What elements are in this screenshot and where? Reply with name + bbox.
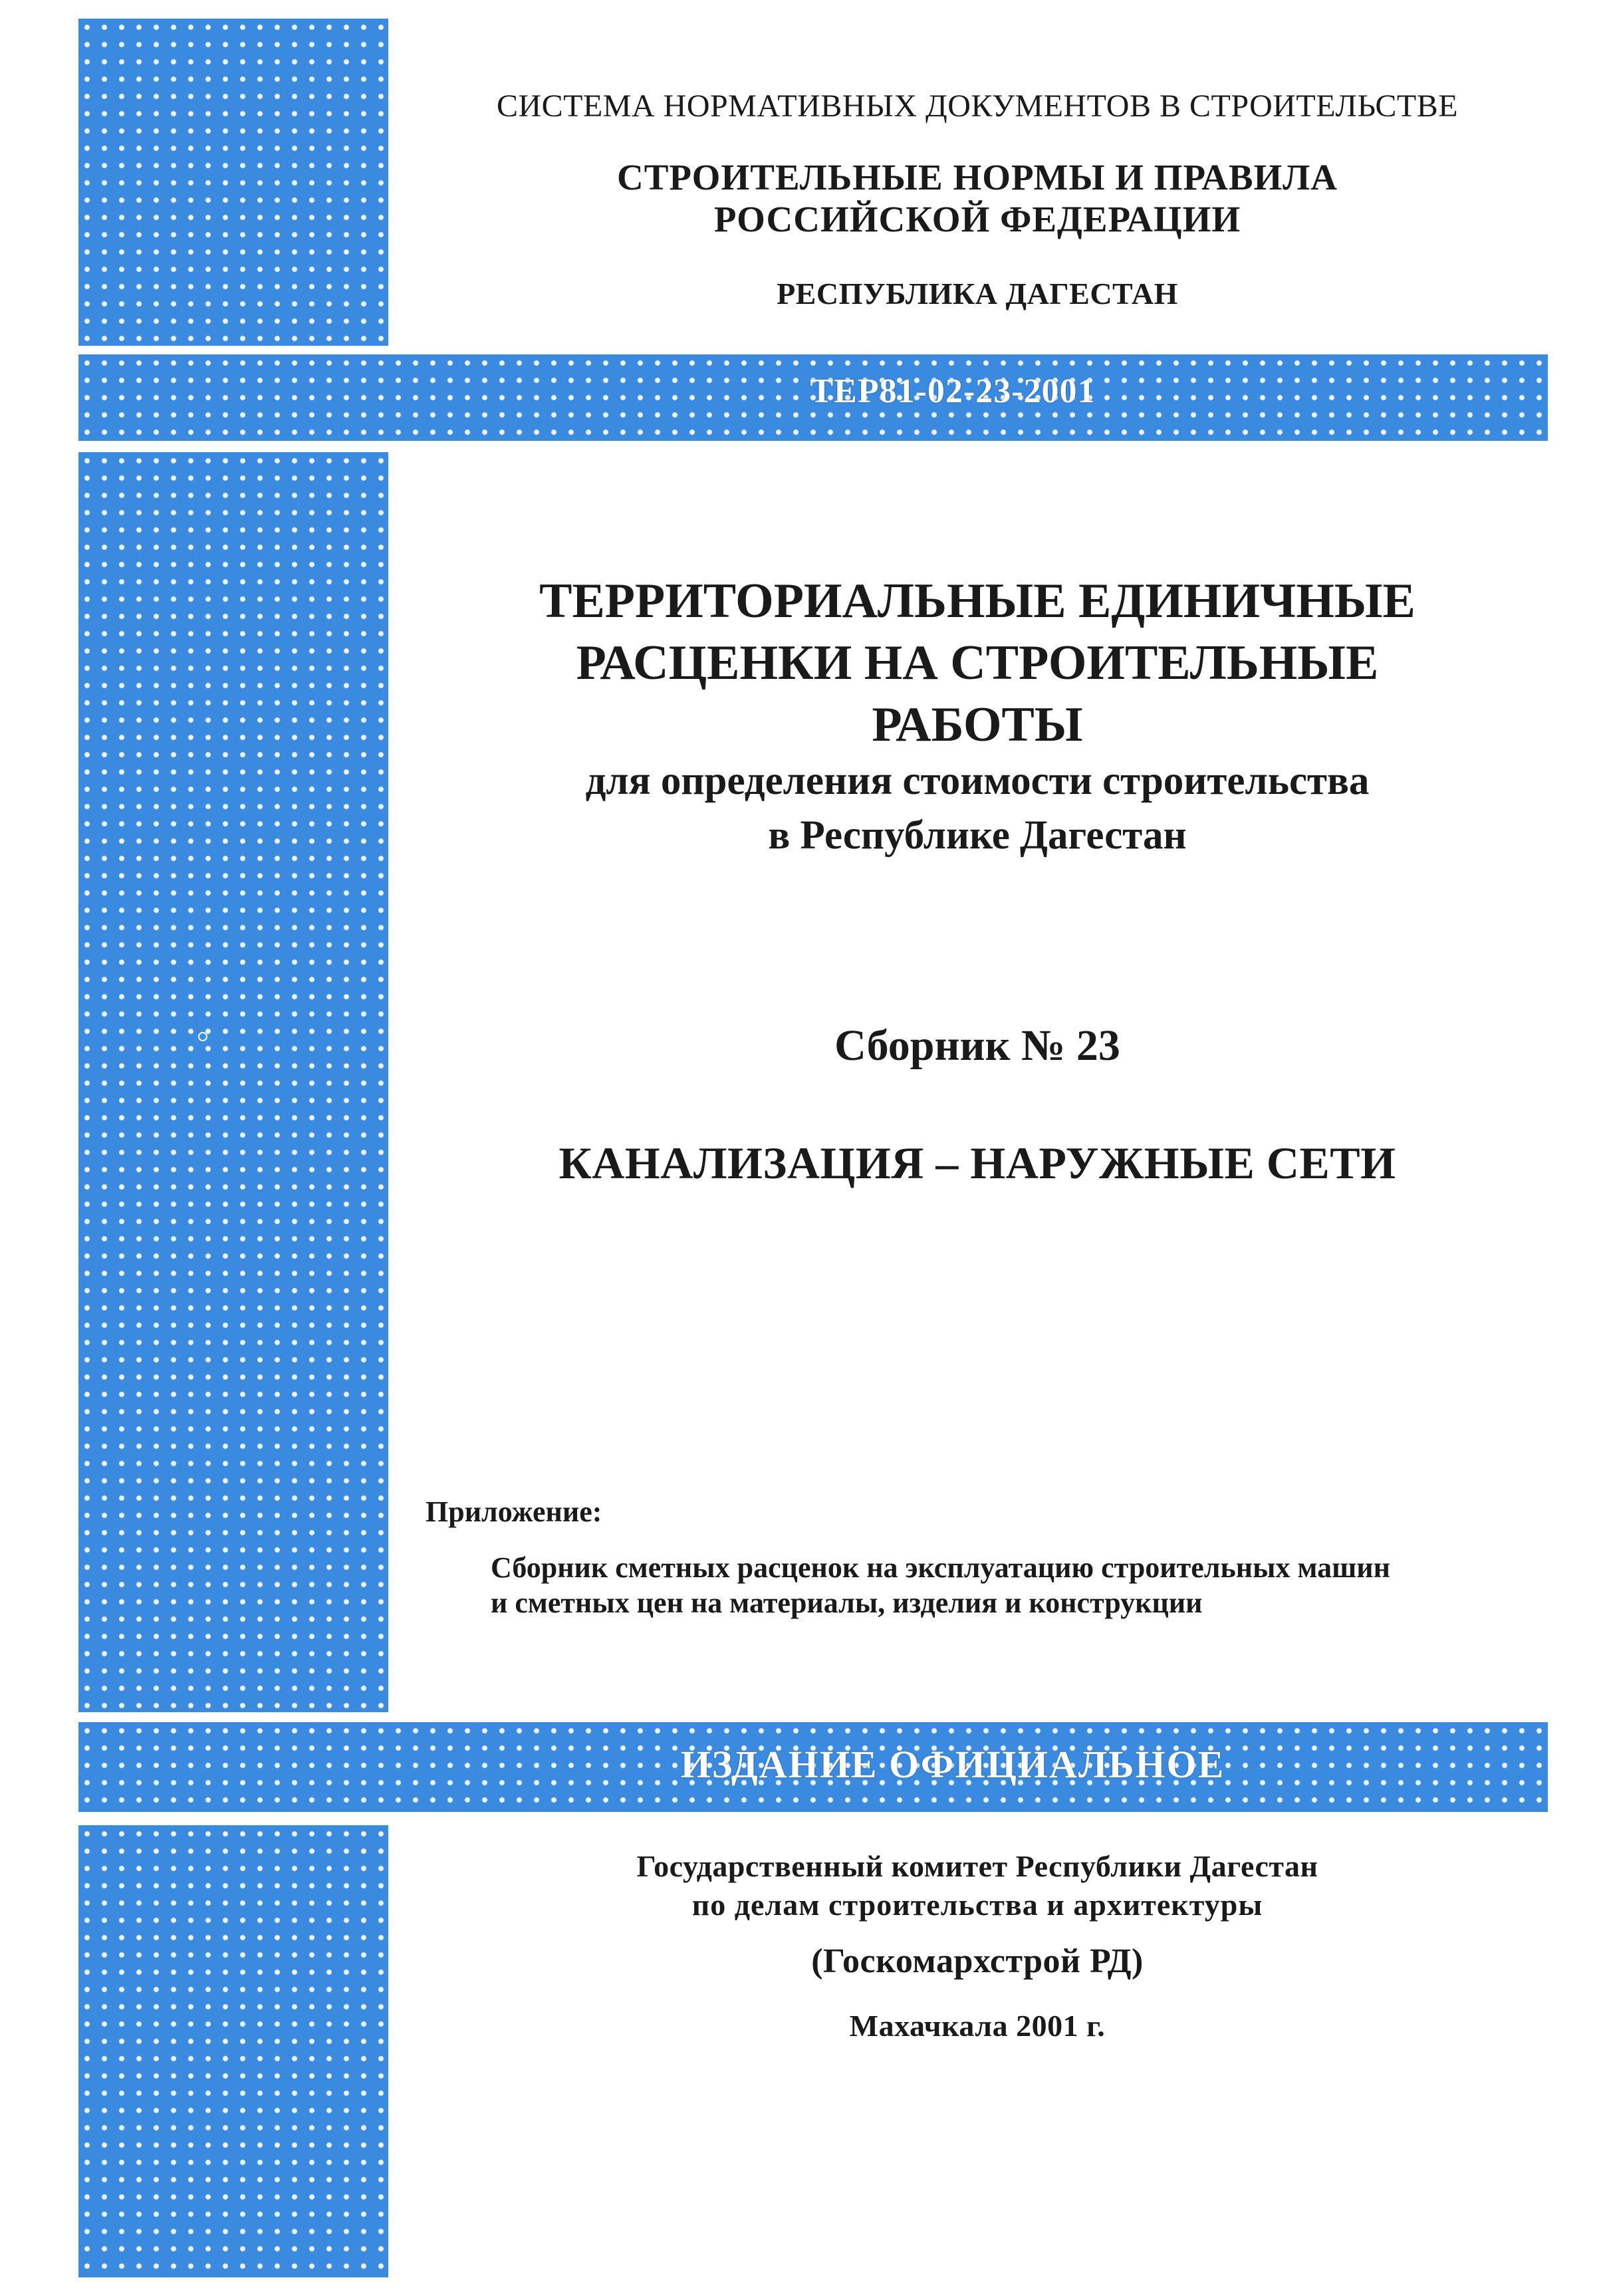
city-year: Махачкала 2001 г. [849,2009,1106,2043]
snip-title-line-2: РОССИЙСКОЙ ФЕДЕРАЦИИ [713,199,1241,239]
dotted-panel-left-middle [78,452,388,1712]
dotted-panel-left-bottom [78,1825,388,2277]
snip-title-line-1: СТРОИТЕЛЬНЫЕ НОРМЫ И ПРАВИЛА [617,157,1338,197]
collection-number: Сборник № 23 [834,1021,1120,1070]
system-title: СИСТЕМА НОРМАТИВНЫХ ДОКУМЕНТОВ В СТРОИТЕЛЬСТВЕ [496,88,1459,124]
subtitle-line-2: в Республике Дагестан [768,813,1187,858]
publisher-abbreviation: (Госкомархстрой РД) [811,1942,1144,1980]
appendix-label: Приложение: [426,1495,602,1528]
dotted-band-official [78,1722,1548,1812]
main-title-line-1: ТЕРРИТОРИАЛЬНЫЕ ЕДИНИЧНЫЕ [539,574,1415,628]
publisher-line-2: по делам строительства и архитектуры [691,1888,1263,1922]
appendix-line-1: Сборник сметных расценок на эксплуатацию строительных машин [491,1551,1390,1584]
publisher-line-1: Государственный комитет Республики Дагестан [636,1849,1318,1883]
dotted-panel-left-top [78,19,388,346]
scan-speck [198,1032,207,1041]
subtitle-line-1: для определения стоимости строительства [585,759,1370,803]
republic-title: РЕСПУБЛИКА ДАГЕСТАН [777,277,1178,311]
main-title-line-3: РАБОТЫ [872,698,1083,752]
section-title: КАНАЛИЗАЦИЯ – НАРУЖНЫЕ СЕТИ [558,1138,1396,1188]
official-edition-label: ИЗДАНИЕ ОФИЦИАЛЬНОЕ [680,1743,1225,1786]
appendix-line-2: и сметных цен на материалы, изделия и конструкции [491,1587,1203,1619]
document-code: ТЕР81-02-23-2001 [810,372,1096,410]
main-title-line-2: РАСЦЕНКИ НА СТРОИТЕЛЬНЫЕ [576,636,1379,690]
dotted-band-code [78,354,1548,441]
